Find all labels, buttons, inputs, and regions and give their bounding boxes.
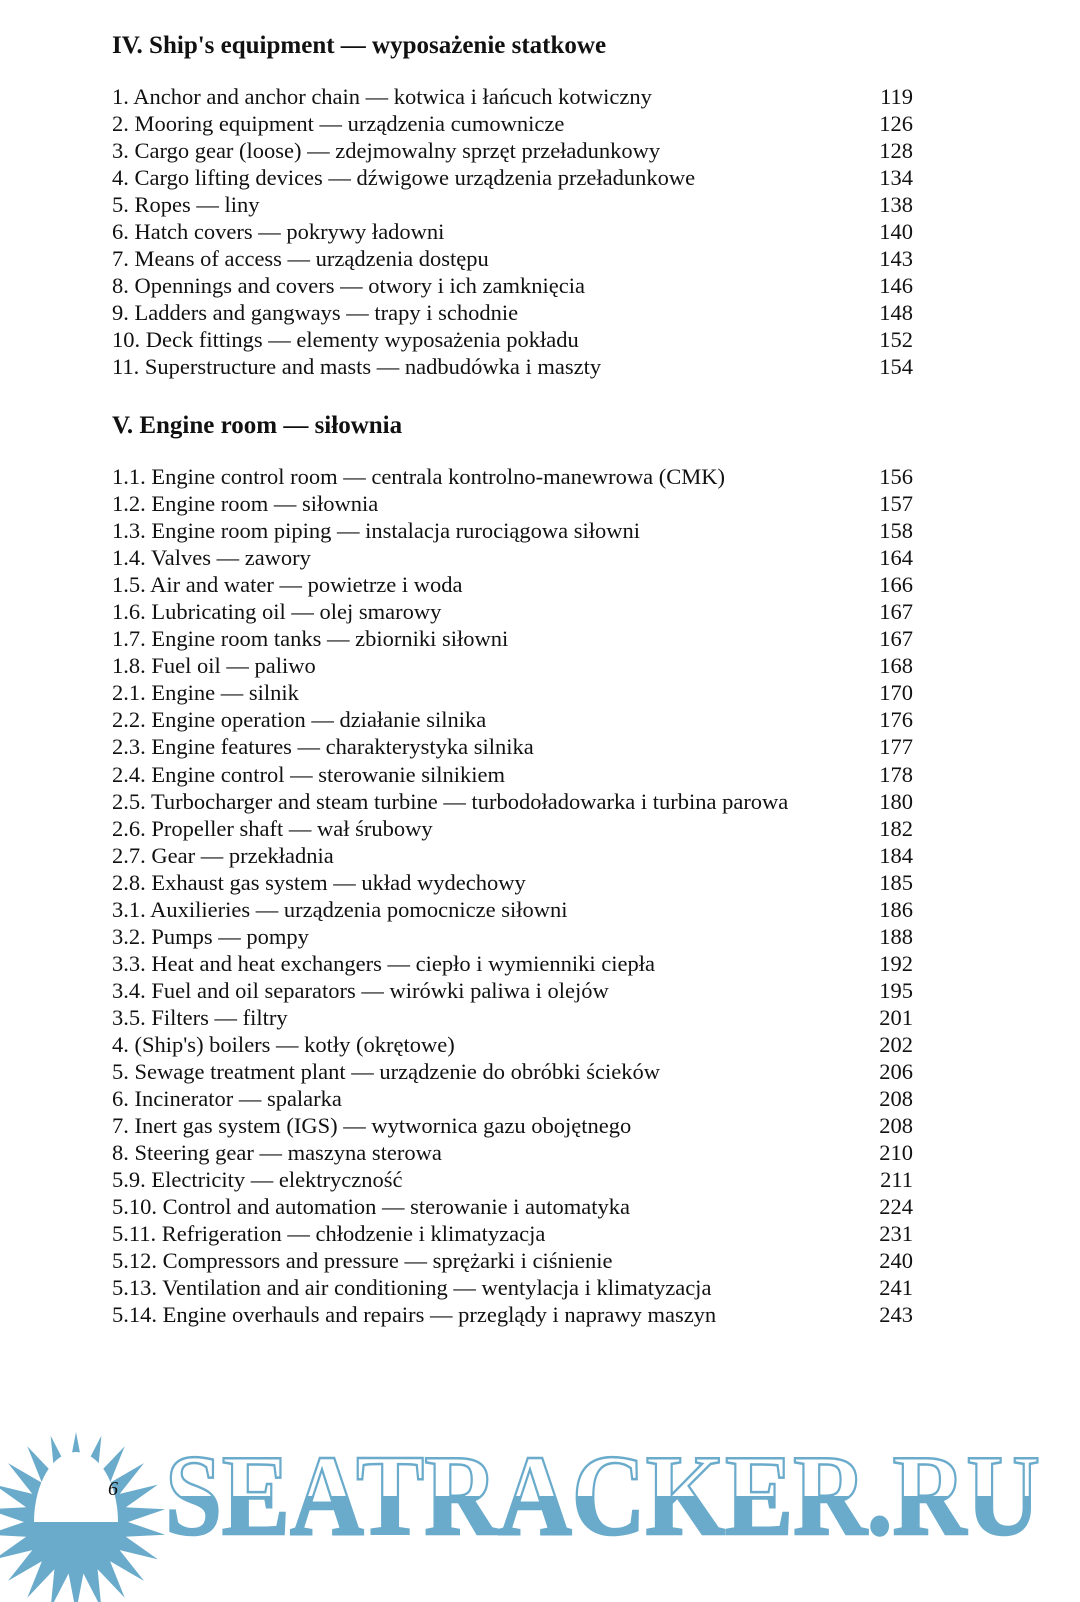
toc-entry-title: 5. Ropes — liny: [112, 192, 260, 218]
toc-entry: [112, 463, 913, 490]
toc-entry-page: 168: [879, 653, 913, 679]
toc-entry-page: 126: [879, 111, 913, 137]
toc-entry-title: 1. Anchor and anchor chain — kotwica i łańcuch kotwiczny: [112, 84, 652, 109]
toc-entry: [112, 1274, 913, 1301]
toc-entry-title: 1.1. Engine control room — centrala kontrolno-manewrowa (CMK): [112, 464, 725, 489]
toc-entry: [112, 272, 913, 299]
toc-entry-page: 188: [879, 923, 913, 949]
toc-entry-title: 1.7. Engine room tanks — zbiorniki siłowni: [112, 626, 509, 652]
toc-entry-page: 138: [879, 192, 913, 218]
toc-entry: [112, 1112, 913, 1139]
toc-entry: [112, 1058, 913, 1085]
toc-entry: [112, 1193, 913, 1220]
seatracker-watermark-logo: [0, 1410, 1080, 1602]
toc-entry-title: 10. Deck fittings — elementy wyposażenia pokładu: [112, 327, 579, 353]
toc-entry-title: 2.6. Propeller shaft — wał śrubowy: [112, 815, 433, 841]
toc-entry-page: 184: [879, 842, 913, 868]
toc-entry: [112, 1301, 913, 1328]
toc-entry-page: 119: [880, 84, 913, 109]
toc-entry: [112, 137, 913, 164]
toc-entry-page: 180: [879, 788, 913, 814]
toc-entry-page: 208: [879, 1113, 913, 1139]
toc-entry-title: 5.14. Engine overhauls and repairs — przeglądy i naprawy maszyn: [112, 1302, 717, 1328]
toc-entry: [112, 598, 913, 625]
toc-entry-title: 2.5. Turbocharger and steam turbine — turbodoładowarka i turbina parowa: [112, 788, 789, 814]
toc-entry-title: 5.10. Control and automation — sterowanie i automatyka: [112, 1194, 631, 1220]
toc-entry: [112, 1085, 913, 1112]
sun-icon: [0, 1432, 165, 1602]
toc-entry-title: 3.1. Auxilieries — urządzenia pomocnicze siłowni: [112, 896, 568, 922]
toc-entry-title: 9. Ladders and gangways — trapy i schodnie: [112, 300, 519, 326]
toc-entry-page: 201: [879, 1004, 913, 1030]
toc-entry: [112, 191, 913, 218]
toc-entry-title: 2.8. Exhaust gas system — układ wydechowy: [112, 869, 526, 895]
toc-entry-title: 5.11. Refrigeration — chłodzenie i klimatyzacja: [112, 1221, 546, 1247]
toc-entry: [112, 517, 913, 544]
toc-entry-title: 5. Sewage treatment plant — urządzenie do obróbki ścieków: [112, 1059, 660, 1085]
toc-entry-title: 2.7. Gear — przekładnia: [112, 842, 334, 868]
toc-entry: [112, 1166, 913, 1193]
toc-entry-page: 211: [880, 1167, 913, 1193]
toc-entry-page: 195: [879, 977, 913, 1003]
toc-entry-page: 243: [879, 1302, 913, 1328]
toc-entry: [112, 1139, 913, 1166]
toc-entry-title: 5.12. Compressors and pressure — sprężarki i ciśnienie: [112, 1248, 613, 1274]
toc-entry-title: 1.3. Engine room piping — instalacja rurociągowa siłowni: [112, 518, 641, 544]
toc-entry-page: 208: [879, 1086, 913, 1112]
toc-entry: [112, 896, 913, 923]
toc-entry-title: 2.1. Engine — silnik: [112, 680, 299, 706]
toc-entry-page: 128: [879, 138, 913, 164]
toc-entry: [112, 571, 913, 598]
toc-entry-title: 1.4. Valves — zawory: [112, 545, 311, 571]
toc-entry-title: 2. Mooring equipment — urządzenia cumownicze: [112, 111, 565, 137]
watermark-text: SEATRACKER.RU: [165, 1432, 1040, 1560]
toc-entry: [112, 788, 913, 815]
toc-entry-page: 231: [879, 1221, 913, 1247]
toc-entry: [112, 679, 913, 706]
toc-entry-page: 224: [879, 1194, 913, 1220]
toc-entry-page: 240: [879, 1248, 913, 1274]
toc-entry-title: 8. Steering gear — maszyna sterowa: [112, 1140, 442, 1166]
toc-entry-page: 166: [879, 572, 913, 598]
toc-entry-title: 3.5. Filters — filtry: [112, 1004, 288, 1030]
toc-entry-page: 143: [879, 246, 913, 272]
toc-entry-page: 176: [879, 707, 913, 733]
section-heading-engine-room: V. Engine room — siłownia: [112, 412, 403, 439]
toc-entry-title: 3.2. Pumps — pompy: [112, 923, 309, 949]
toc-entry-title: 1.8. Fuel oil — paliwo: [112, 653, 316, 679]
toc-entry: [112, 733, 913, 760]
toc-entry-title: 6. Incinerator — spalarka: [112, 1086, 342, 1112]
toc-entry-title: 1.2. Engine room — siłownia: [112, 491, 379, 517]
toc-entry: [112, 326, 913, 353]
toc-entry-page: 182: [879, 815, 913, 841]
toc-entry-title: 8. Opennings and covers — otwory i ich zamknięcia: [112, 273, 585, 299]
toc-entry-page: 241: [879, 1275, 913, 1301]
toc-entry: [112, 869, 913, 896]
toc-entry: [112, 761, 913, 788]
toc-entry-title: 1.6. Lubricating oil — olej smarowy: [112, 599, 442, 625]
toc-entry-title: 2.2. Engine operation — działanie silnika: [112, 707, 487, 733]
toc-entry-title: 3.3. Heat and heat exchangers — ciepło i wymienniki ciepła: [112, 950, 655, 976]
toc-entry-page: 167: [879, 599, 913, 625]
toc-entry: [112, 950, 913, 977]
toc-entry: [112, 1220, 913, 1247]
toc-entry-page: 170: [879, 680, 913, 706]
toc-entry-title: 4. Cargo lifting devices — dźwigowe urządzenia przeładunkowe: [112, 165, 696, 191]
toc-entry: [112, 353, 913, 380]
toc-entry: [112, 1004, 913, 1031]
toc-entry-page: 152: [879, 327, 913, 353]
toc-entry: [112, 245, 913, 272]
toc-entry-page: 140: [879, 219, 913, 245]
toc-entry: [112, 652, 913, 679]
section-heading-ships-equipment: IV. Ship's equipment — wyposażenie statkowe: [112, 32, 607, 59]
toc-entry-page: 157: [879, 491, 913, 517]
toc-entry-title: 4. (Ship's) boilers — kotły (okrętowe): [112, 1031, 455, 1057]
page-number: 6: [108, 1478, 118, 1500]
toc-entry-page: 178: [879, 761, 913, 787]
toc-list-section-4: [112, 83, 913, 381]
toc-entry-title: 5.13. Ventilation and air conditioning — wentylacja i klimatyzacja: [112, 1275, 712, 1301]
toc-entry-page: 206: [879, 1059, 913, 1085]
toc-entry: [112, 83, 913, 110]
toc-entry: [112, 299, 913, 326]
toc-entry-title: 7. Inert gas system (IGS) — wytwornica gazu obojętnego: [112, 1113, 632, 1139]
toc-entry-title: 7. Means of access — urządzenia dostępu: [112, 246, 489, 272]
toc-entry-page: 192: [879, 950, 913, 976]
toc-entry: [112, 164, 913, 191]
toc-entry-page: 167: [879, 626, 913, 652]
toc-entry-title: 11. Superstructure and masts — nadbudówka i maszty: [112, 354, 602, 380]
toc-entry-title: 2.4. Engine control — sterowanie silnikiem: [112, 761, 506, 787]
toc-entry: [112, 544, 913, 571]
toc-entry: [112, 1031, 913, 1058]
toc-entry-title: 1.5. Air and water — powietrze i woda: [112, 572, 463, 598]
toc-entry-page: 186: [879, 896, 913, 922]
toc-entry-page: 154: [879, 354, 913, 380]
toc-entry: [112, 218, 913, 245]
toc-entry: [112, 842, 913, 869]
toc-entry: [112, 1247, 913, 1274]
toc-entry: [112, 923, 913, 950]
toc-entry-title: 3.4. Fuel and oil separators — wirówki paliwa i olejów: [112, 977, 609, 1003]
toc-entry: [112, 490, 913, 517]
toc-entry-title: 3. Cargo gear (loose) — zdejmowalny sprzęt przeładunkowy: [112, 138, 661, 164]
toc-entry: [112, 977, 913, 1004]
toc-list-section-5: [112, 463, 913, 1329]
toc-entry-page: 146: [879, 273, 913, 299]
toc-entry-page: 185: [879, 869, 913, 895]
toc-entry-title: 6. Hatch covers — pokrywy ładowni: [112, 219, 445, 245]
toc-entry: [112, 706, 913, 733]
toc-entry: [112, 815, 913, 842]
toc-entry-page: 156: [879, 464, 913, 489]
toc-entry-page: 148: [879, 300, 913, 326]
toc-entry-page: 134: [879, 165, 913, 191]
toc-entry-page: 202: [879, 1031, 913, 1057]
toc-entry-page: 210: [879, 1140, 913, 1166]
toc-entry: [112, 625, 913, 652]
toc-entry-title: 5.9. Electricity — elektryczność: [112, 1167, 403, 1193]
toc-entry: [112, 110, 913, 137]
toc-entry-page: 158: [879, 518, 913, 544]
toc-entry-page: 177: [879, 734, 913, 760]
toc-entry-title: 2.3. Engine features — charakterystyka silnika: [112, 734, 534, 760]
toc-entry-page: 164: [879, 545, 913, 571]
